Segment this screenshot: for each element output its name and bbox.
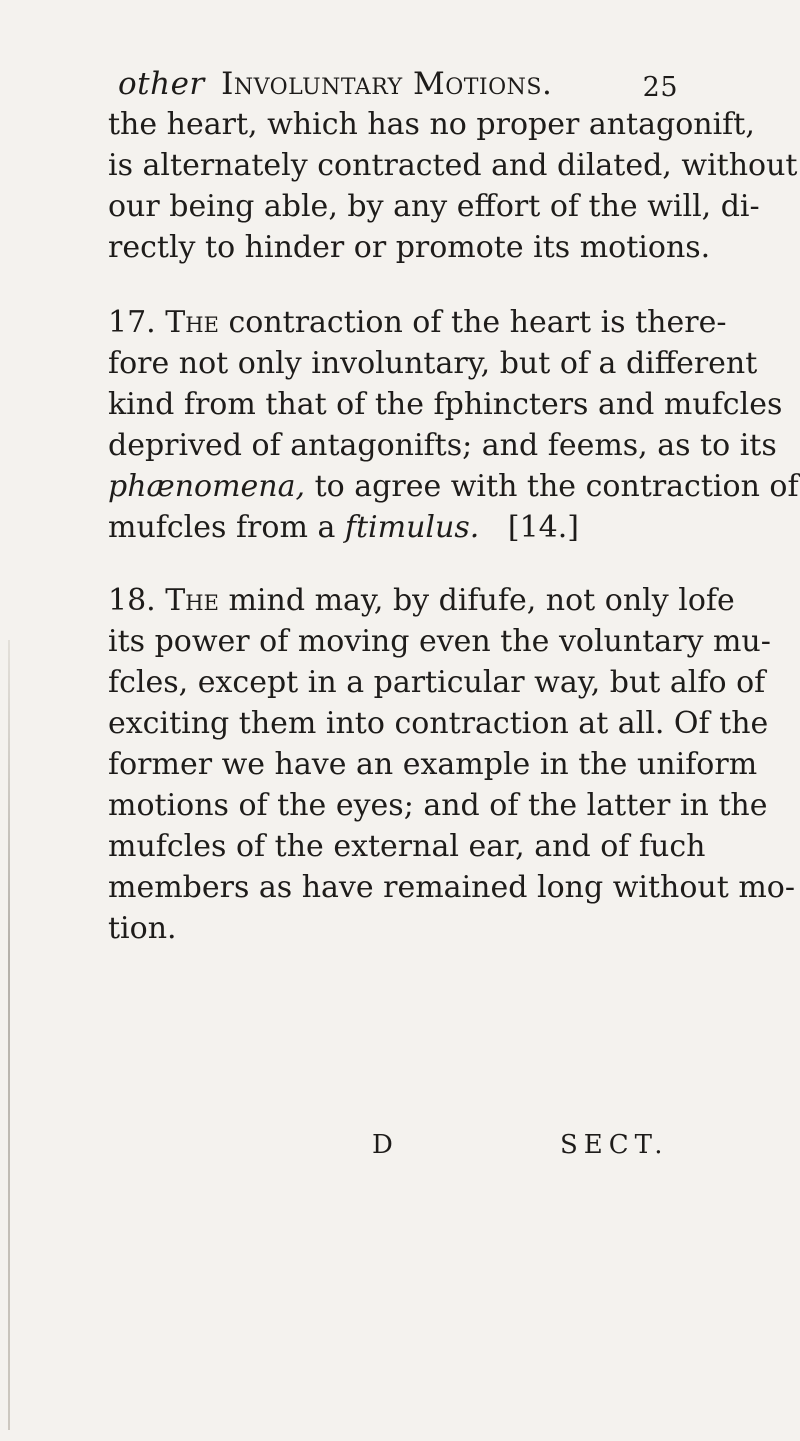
line-text: contraction of the heart is there- <box>228 305 727 340</box>
text-line: our being able, by any effort of the will, di- <box>108 189 760 224</box>
text-line: motions of the eyes; and of the latter in the <box>108 788 768 823</box>
section-number: 17. <box>108 305 156 340</box>
text-line: exciting them into contraction at all. Of the <box>108 706 769 741</box>
running-head-title: Involuntary Motions. <box>221 66 553 102</box>
text-line <box>108 580 735 621</box>
line-text: to agree with the contraction of <box>314 469 799 504</box>
paragraph-gap <box>108 548 692 580</box>
text-line: kind from that of the fphincters and mufcles <box>108 387 783 422</box>
section-number: 18. <box>108 583 156 618</box>
opening-word: The <box>165 583 219 618</box>
text-line: is alternately contracted and dilated, without <box>108 148 798 183</box>
signature-mark: D <box>372 1130 396 1160</box>
text-line: members as have remained long without mo- <box>108 870 795 905</box>
running-head <box>118 62 678 106</box>
italic-term: phænomena, <box>108 469 306 504</box>
paragraph-18 <box>108 580 795 949</box>
line-text: mind may, by difufe, not only lofe <box>228 583 735 618</box>
text-line: mufcles of the external ear, and of fuch <box>108 829 706 864</box>
text-line: tion. <box>108 911 177 946</box>
catchword: SECT. <box>560 1130 669 1160</box>
line-text: mufcles from a <box>108 510 336 545</box>
text-line <box>108 302 727 343</box>
text-line: the heart, which has no proper antagonift, <box>108 107 755 142</box>
text-line: fcles, except in a particular way, but alfo of <box>108 665 766 700</box>
text-line <box>108 507 692 548</box>
body-text <box>108 104 799 949</box>
text-line: deprived of antagonifts; and feems, as to its <box>108 428 777 463</box>
italic-term: ftimulus. <box>344 510 480 545</box>
page-footer <box>0 1130 800 1170</box>
paragraph-gap <box>108 268 692 302</box>
text-line: former we have an example in the uniform <box>108 747 758 782</box>
paragraph-continued <box>108 104 798 268</box>
text-line: rectly to hinder or promote its motions. <box>108 230 711 265</box>
paragraph-17 <box>108 302 799 548</box>
page-number: 25 <box>642 72 678 103</box>
cross-reference: [14.] <box>507 510 579 545</box>
page-edge-shadow <box>8 640 10 1430</box>
opening-word: The <box>165 305 219 340</box>
text-line: its power of moving even the voluntary mu- <box>108 624 771 659</box>
text-line: fore not only involuntary, but of a different <box>108 346 758 381</box>
running-head-italic: other <box>118 66 205 102</box>
text-line <box>108 466 799 507</box>
